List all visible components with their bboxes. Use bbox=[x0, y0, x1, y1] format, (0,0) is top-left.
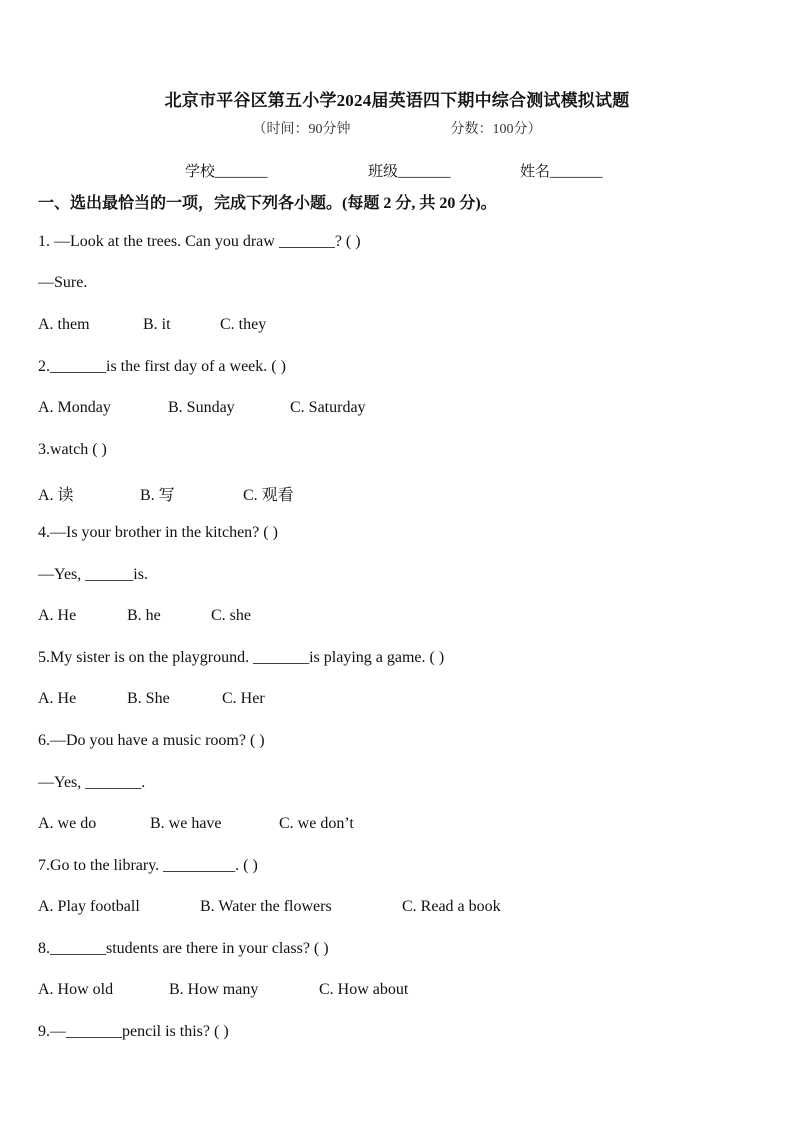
question-4-options bbox=[38, 607, 251, 625]
question-3-stem: 3.watch ( ) bbox=[38, 441, 107, 458]
exam-info bbox=[0, 118, 794, 138]
option-c: C. 观看 bbox=[243, 487, 294, 504]
question-2-options bbox=[38, 399, 366, 417]
option-b: B. Sunday bbox=[168, 399, 235, 416]
question-8-options bbox=[38, 981, 408, 999]
option-b: B. we have bbox=[150, 815, 222, 832]
option-a: A. How old bbox=[38, 981, 114, 998]
option-b: B. he bbox=[127, 607, 161, 624]
option-a: A. He bbox=[38, 607, 77, 624]
option-c: C. Saturday bbox=[290, 399, 366, 416]
question-5-stem: 5.My sister is on the playground. _______is playing a game. ( ) bbox=[38, 649, 445, 666]
option-a: A. them bbox=[38, 316, 90, 333]
question-4-reply: —Yes, ______is. bbox=[38, 566, 148, 583]
exam-title: 北京市平谷区第五小学2024届英语四下期中综合测试模拟试题 bbox=[164, 91, 630, 110]
class-field: 班级_______ bbox=[368, 164, 451, 180]
question-7-options bbox=[38, 898, 501, 916]
option-a: A. we do bbox=[38, 815, 97, 832]
question-3-options bbox=[38, 482, 294, 505]
name-field: 姓名_______ bbox=[520, 164, 603, 180]
option-c: C. Read a book bbox=[402, 898, 501, 915]
question-4-stem: 4.—Is your brother in the kitchen? ( ) bbox=[38, 524, 278, 541]
question-7-stem: 7.Go to the library. _________. ( ) bbox=[38, 857, 258, 874]
option-b: B. 写 bbox=[140, 487, 175, 504]
school-field: 学校_______ bbox=[185, 164, 268, 180]
question-1-stem: 1. —Look at the trees. Can you draw _______? ( ) bbox=[38, 233, 361, 250]
option-a: A. Play football bbox=[38, 898, 140, 915]
option-c: C. we don’t bbox=[279, 815, 354, 832]
question-1-options bbox=[38, 316, 266, 334]
option-c: C. How about bbox=[319, 981, 409, 998]
option-b: B. Water the flowers bbox=[200, 898, 332, 915]
question-9-stem: 9.—_______pencil is this? ( ) bbox=[38, 1023, 229, 1040]
option-a: A. He bbox=[38, 690, 77, 707]
question-5-options bbox=[38, 690, 265, 708]
option-a: A. Monday bbox=[38, 399, 111, 416]
time-limit: （时间：90分钟 bbox=[252, 122, 351, 137]
question-2-stem: 2._______is the first day of a week. ( ) bbox=[38, 358, 286, 375]
question-1-reply: —Sure. bbox=[38, 274, 88, 291]
option-b: B. She bbox=[127, 690, 170, 707]
option-c: C. she bbox=[211, 607, 251, 624]
option-b: B. it bbox=[143, 316, 171, 333]
question-6-options bbox=[38, 815, 354, 833]
option-b: B. How many bbox=[169, 981, 259, 998]
option-c: C. Her bbox=[222, 690, 265, 707]
question-6-reply: —Yes, _______. bbox=[38, 774, 146, 791]
question-6-stem: 6.—Do you have a music room? ( ) bbox=[38, 732, 265, 749]
total-score: 分数：100分） bbox=[450, 122, 542, 137]
section-heading: 一、选出最恰当的一项，完成下列各小题。(每题 2 分, 共 20 分)。 bbox=[38, 195, 497, 212]
option-c: C. they bbox=[220, 316, 267, 333]
question-8-stem: 8._______students are there in your class? ( ) bbox=[38, 940, 329, 957]
option-a: A. 读 bbox=[38, 487, 74, 504]
